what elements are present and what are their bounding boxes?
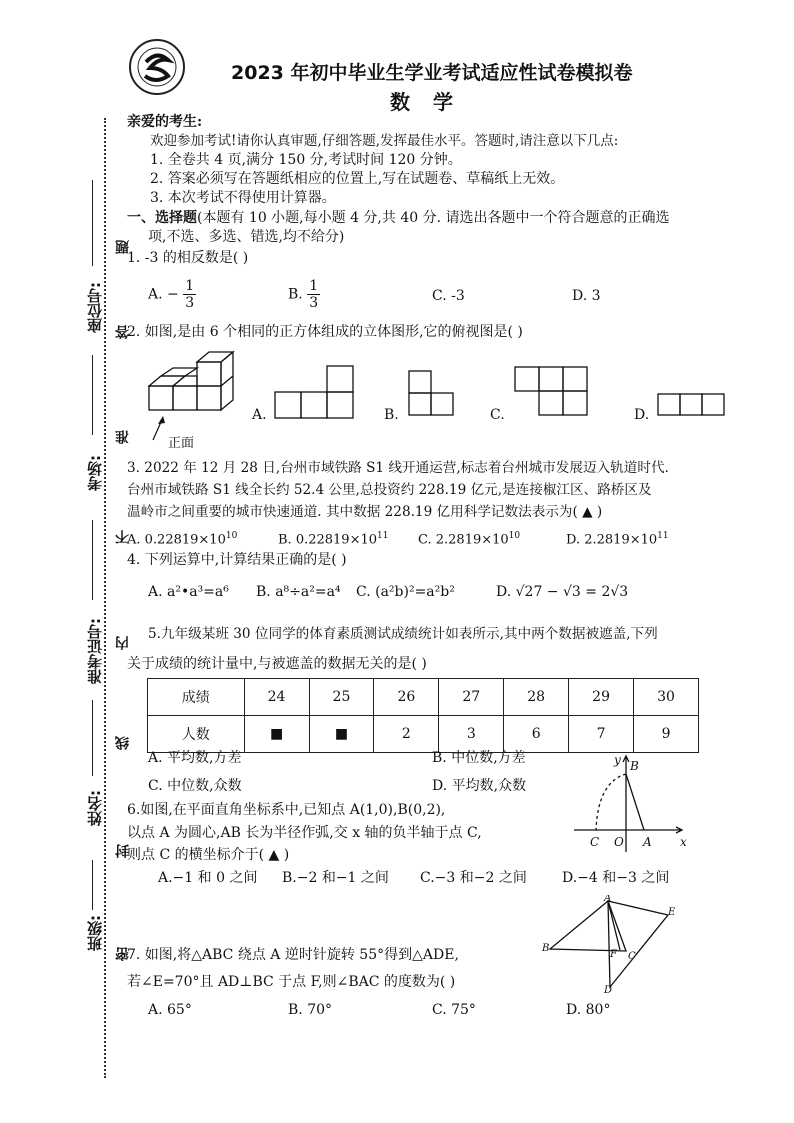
blank-class xyxy=(92,860,93,910)
q3-option-c: C. $2.2819\times 10^{10}$ xyxy=(418,531,521,548)
q2-option-c-figure xyxy=(514,366,590,422)
q2-option-b-figure xyxy=(408,370,454,422)
rule-2: 2. 答案必须写在答题纸相应的位置上,写在试题卷、草稿纸上无效。 xyxy=(150,171,565,187)
q3-line-1: 3. 2022 年 12 月 28 日,台州市域铁路 S1 线开通运营,标志着台州城市发展迈入轨道时代. xyxy=(127,460,669,476)
q2-option-d-figure xyxy=(657,393,727,421)
label-room: 考场: xyxy=(86,455,104,491)
seal-word: 线 xyxy=(115,736,131,750)
table-cell: 26 xyxy=(374,679,439,716)
table-cell: ■ xyxy=(309,716,374,753)
q7-line-2: 若∠E=70°且 AD⊥BC 于点 F,则∠BAC 的度数为( ) xyxy=(127,974,456,990)
q1-option-a: A. − $\frac{1}{3}$ xyxy=(148,278,195,311)
q2-stem: 2. 如图,是由 6 个相同的正方体组成的立体图形,它的俯视图是( ) xyxy=(127,324,523,340)
q5-line-1: 5.九年级某班 30 位同学的体育素质测试成绩统计如表所示,其中两个数据被遮盖,下列 xyxy=(148,626,658,642)
table-cell: 24 xyxy=(244,679,309,716)
label-seat: 座位号: xyxy=(86,282,104,333)
q4-option-c: C. (a²b)²=a²b² xyxy=(356,584,455,600)
q6-option-a: A.−1 和 0 之间 xyxy=(158,870,258,886)
blank-name xyxy=(92,700,93,776)
seal-word: 封 xyxy=(115,844,131,858)
q5-option-c: C. 中位数,众数 xyxy=(148,778,242,794)
table-cell: 30 xyxy=(634,679,699,716)
blank-ticket xyxy=(92,520,93,600)
q7-fig-C: C xyxy=(628,951,636,962)
q3-line-2: 台州市域铁路 S1 线全长约 52.4 公里,总投资约 228.19 亿元,是连接椒江区、路桥区及 xyxy=(127,482,652,498)
q6-option-d: D.−4 和−3 之间 xyxy=(562,870,670,886)
label-ticket: 准考证号: xyxy=(86,618,104,684)
q6-figure xyxy=(570,752,690,857)
greeting: 亲爱的考生: xyxy=(127,114,203,130)
q7-fig-A: A xyxy=(604,895,612,904)
q7-line-1: 7. 如图,将△ABC 绕点 A 逆时针旋转 55°得到△ADE, xyxy=(127,947,459,963)
seal-word: 答 xyxy=(115,325,131,339)
q7-fig-F: F xyxy=(610,949,617,960)
section-heading: 一、选择题(本题有 10 小题,每小题 4 分,共 40 分. 请选出各题中一个符合题意的正确选 xyxy=(127,210,670,226)
score-table xyxy=(147,678,699,753)
table-cell: 25 xyxy=(309,679,374,716)
q2-option-d: D. xyxy=(634,407,650,423)
q5-line-2: 关于成绩的统计量中,与被遮盖的数据无关的是( ) xyxy=(127,656,427,672)
table-cell: 人数 xyxy=(148,716,245,753)
table-cell: 7 xyxy=(569,716,634,753)
q7-option-a: A. 65° xyxy=(148,1002,192,1018)
table-cell: 28 xyxy=(504,679,569,716)
q5-option-d: D. 平均数,众数 xyxy=(432,778,527,794)
exam-subject: 数 学 xyxy=(390,90,461,114)
q7-option-d: D. 80° xyxy=(566,1002,611,1018)
q7-figure xyxy=(540,895,680,995)
q4-stem: 4. 下列运算中,计算结果正确的是( ) xyxy=(127,552,347,568)
table-cell: 29 xyxy=(569,679,634,716)
table-cell: ■ xyxy=(244,716,309,753)
school-logo xyxy=(128,38,186,96)
q3-option-b: B. $0.22819\times 10^{11}$ xyxy=(278,531,389,548)
seal-word: 密 xyxy=(115,947,131,961)
label-class: 班级: xyxy=(86,915,104,951)
rule-3: 3. 本次考试不得使用计算器。 xyxy=(150,190,336,206)
q2-front-label: 正面 xyxy=(168,436,195,451)
q4-option-d: D. √27 − √3 = 2√3 xyxy=(496,584,629,600)
table-cell: 6 xyxy=(504,716,569,753)
q6-option-b: B.−2 和−1 之间 xyxy=(282,870,389,886)
q2-option-c: C. xyxy=(490,407,505,423)
q1-option-c: C. -3 xyxy=(432,288,465,304)
q7-fig-D: D xyxy=(604,985,613,995)
q6-option-c: C.−3 和−2 之间 xyxy=(420,870,527,886)
q6-line-2: 以点 A 为圆心,AB 长为半径作弧,交 x 轴的负半轴于点 C, xyxy=(127,825,482,841)
q7-fig-E: E xyxy=(668,907,676,918)
q6-fig-A: A xyxy=(643,835,652,849)
q6-fig-y: y xyxy=(614,753,621,767)
q2-option-a: A. xyxy=(252,407,267,423)
seal-word: 准 xyxy=(115,430,131,444)
blank-seat xyxy=(92,180,93,266)
q2-option-a-figure xyxy=(274,365,356,423)
intro-line: 欢迎参加考试!请你认真审题,仔细答题,发挥最佳水平。答题时,请注意以下几点: xyxy=(150,133,619,149)
q4-option-a: A. a²•a³=a⁶ xyxy=(148,584,229,600)
q6-fig-O: O xyxy=(614,835,624,849)
exam-title: 2023 年初中毕业生学业考试适应性试卷模拟卷 xyxy=(231,62,633,84)
blank-room xyxy=(92,355,93,435)
q6-fig-B: B xyxy=(630,759,639,773)
label-name: 姓名: xyxy=(86,790,104,826)
section-desc: 项,不选、多选、错选,均不给分) xyxy=(148,229,345,245)
q7-option-c: C. 75° xyxy=(432,1002,476,1018)
q3-option-d: D. $2.2819\times 10^{11}$ xyxy=(566,531,669,548)
q7-option-b: B. 70° xyxy=(288,1002,333,1018)
q6-fig-x: x xyxy=(680,835,687,849)
q6-line-3: 则点 C 的横坐标介于( ▲ ) xyxy=(127,847,290,863)
table-cell: 27 xyxy=(439,679,504,716)
q7-fig-B: B xyxy=(542,943,550,954)
table-row xyxy=(148,679,699,716)
table-row xyxy=(148,716,699,753)
q3-line-3: 温岭市之间重要的城市快速通道. 其中数据 228.19 亿用科学记数法表示为( ▲ ) xyxy=(127,504,603,520)
seal-word: 内 xyxy=(115,636,131,650)
q1-option-b: B. $\frac{1}{3}$ xyxy=(288,278,319,311)
table-cell: 成绩 xyxy=(148,679,245,716)
rule-1: 1. 全卷共 4 页,满分 150 分,考试时间 120 分钟。 xyxy=(150,152,462,168)
table-cell: 2 xyxy=(374,716,439,753)
table-cell: 3 xyxy=(439,716,504,753)
seal-word: 不 xyxy=(115,530,131,544)
q5-option-a: A. 平均数,方差 xyxy=(148,750,242,766)
seal-word: 题 xyxy=(115,240,131,254)
q6-fig-C: C xyxy=(590,835,600,849)
q3-option-a: A. $0.22819\times 10^{10}$ xyxy=(127,531,238,548)
q1-option-d: D. 3 xyxy=(572,288,601,304)
q2-option-b: B. xyxy=(384,407,399,423)
q1-stem: 1. -3 的相反数是( ) xyxy=(127,250,249,266)
q6-line-1: 6.如图,在平面直角坐标系中,已知点 A(1,0),B(0,2), xyxy=(127,802,446,818)
q5-option-b: B. 中位数,方差 xyxy=(432,750,526,766)
q4-option-b: B. a⁸÷a²=a⁴ xyxy=(256,584,341,600)
table-cell: 9 xyxy=(634,716,699,753)
